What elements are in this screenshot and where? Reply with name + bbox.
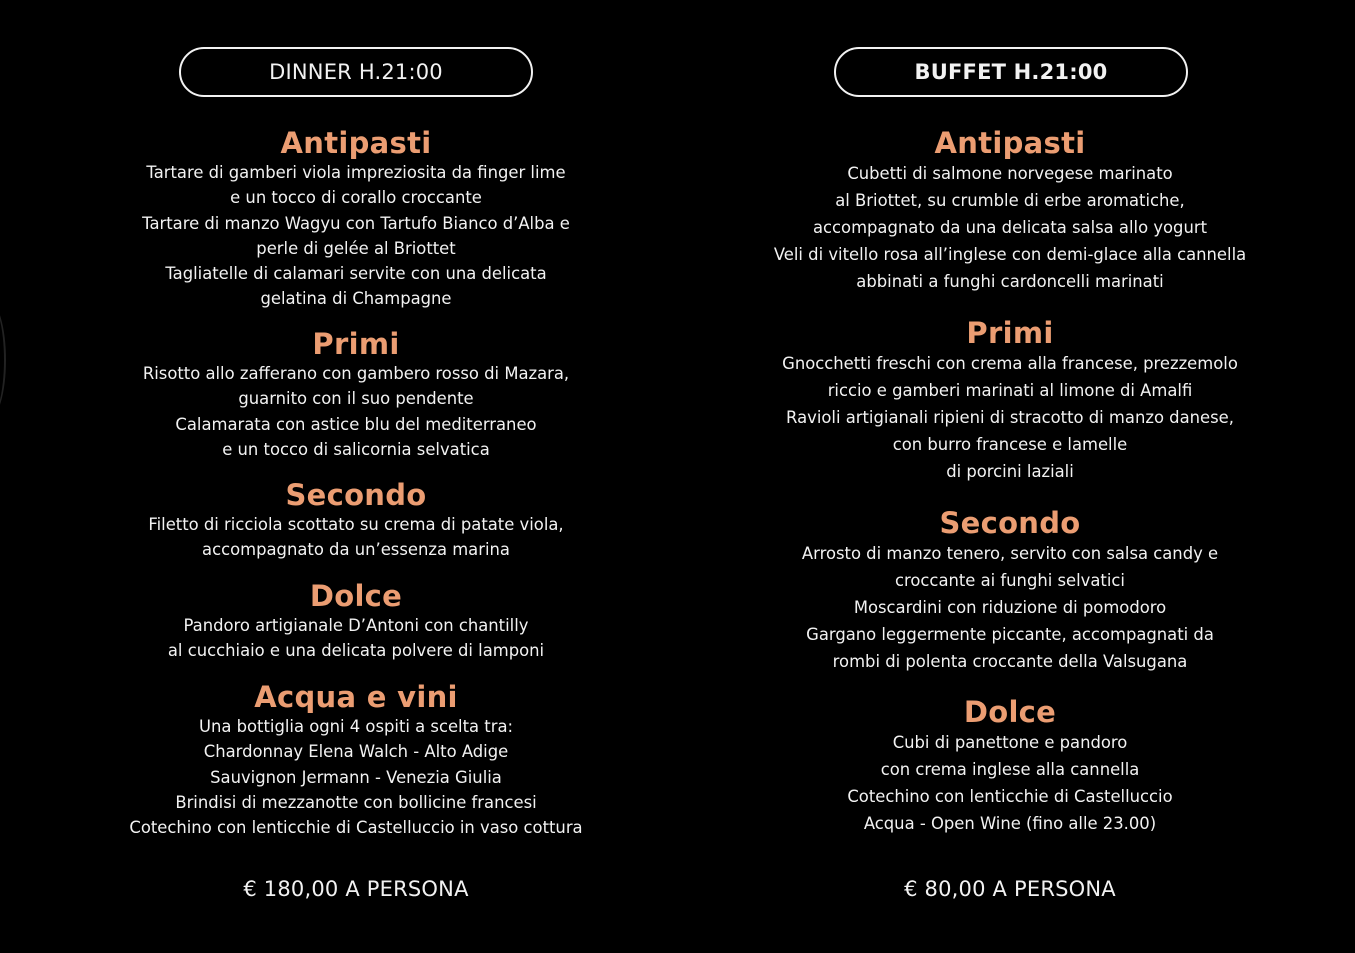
buffet-antipasti-line: al Briottet, su crumble di erbe aromatiche,	[835, 191, 1185, 210]
buffet-antipasti-line: Cubetti di salmone norvegese marinato	[847, 164, 1173, 183]
buffet-secondo-line: croccante ai funghi selvatici	[895, 571, 1125, 590]
buffet-primi-line: Ravioli artigianali ripieni di stracotto di manzo danese,	[786, 408, 1234, 427]
dinner-secondo-line: Filetto di ricciola scottato su crema di patate viola,	[148, 515, 564, 534]
dinner-antipasti-line: e un tocco di corallo croccante	[230, 188, 482, 208]
dinner-antipasti-line: Tagliatelle di calamari servite con una delicata	[165, 264, 547, 284]
dinner-price: € 180,00 A PERSONA	[243, 877, 469, 901]
buffet-primi-line: con burro francese e lamelle	[892, 435, 1128, 454]
dinner-vini-line: Cotechino con lenticchie di Castelluccio in vaso cottura	[129, 818, 583, 838]
dinner-vini-title: Acqua e vini	[254, 680, 458, 714]
buffet-secondo-section	[735, 506, 1285, 675]
buffet-secondo-title: Secondo	[939, 506, 1081, 540]
dinner-dolce-title: Dolce	[309, 579, 403, 613]
dinner-header-badge	[179, 47, 533, 97]
buffet-dolce-line: Cotechino con lenticchie di Castelluccio	[847, 787, 1173, 806]
buffet-header-label: BUFFET H.21:00	[914, 60, 1108, 84]
dinner-secondo-section	[80, 478, 632, 563]
dinner-dolce-line: al cucchiaio e una delicata polvere di lamponi	[167, 641, 545, 661]
dinner-header-label: DINNER H.21:00	[269, 60, 443, 84]
buffet-primi-line: di porcini laziali	[946, 462, 1074, 481]
buffet-antipasti-line: abbinati a funghi cardoncelli marinati	[856, 272, 1164, 291]
buffet-primi-line: Gnocchetti freschi con crema alla francese, prezzemolo	[782, 354, 1238, 373]
dinner-vini-line: Una bottiglia ogni 4 ospiti a scelta tra:	[198, 717, 514, 736]
buffet-dolce-section	[735, 695, 1285, 837]
dinner-vini-section	[80, 680, 632, 840]
buffet-dolce-line: Acqua - Open Wine (fino alle 23.00)	[863, 814, 1157, 833]
buffet-secondo-line: rombi di polenta croccante della Valsugana	[832, 652, 1188, 671]
dinner-antipasti-line: perle di gelée al Briottet	[256, 238, 456, 258]
edge-decoration	[0, 300, 6, 420]
buffet-antipasti-line: accompagnato da una delicata salsa allo yogurt	[812, 218, 1208, 237]
buffet-antipasti-line: Veli di vitello rosa all’inglese con demi-glace alla cannella	[773, 245, 1247, 264]
dinner-secondo-line: accompagnato da un’essenza marina	[202, 540, 510, 560]
dinner-antipasti-line: Tartare di manzo Wagyu con Tartufo Bianco d’Alba e	[142, 213, 570, 233]
buffet-price: € 80,00 A PERSONA	[904, 877, 1116, 901]
dinner-primi-title: Primi	[312, 327, 400, 361]
dinner-primi-line: Calamarata con astice blu del mediterraneo	[175, 414, 537, 434]
buffet-antipasti-title: Antipasti	[934, 126, 1086, 160]
dinner-primi-line: guarnito con il suo pendente	[238, 389, 474, 409]
dinner-vini-line: Sauvignon Jermann - Venezia Giulia	[210, 767, 502, 787]
dinner-antipasti-section	[80, 126, 632, 312]
buffet-header-badge	[834, 47, 1188, 97]
buffet-primi-section	[735, 316, 1285, 485]
dinner-antipasti-line: gelatina di Champagne	[260, 289, 452, 309]
buffet-dolce-line: con crema inglese alla cannella	[880, 760, 1140, 779]
buffet-primi-line: riccio e gamberi marinati al limone di Amalfi	[827, 381, 1193, 400]
dinner-vini-line: Brindisi di mezzanotte con bollicine francesi	[175, 792, 537, 812]
buffet-secondo-line: Moscardini con riduzione di pomodoro	[853, 598, 1167, 617]
dinner-primi-line: e un tocco di salicornia selvatica	[222, 439, 490, 459]
buffet-antipasti-section	[735, 126, 1285, 295]
dinner-dolce-section	[80, 579, 632, 664]
buffet-secondo-line: Gargano leggermente piccante, accompagnati da	[806, 625, 1214, 644]
buffet-dolce-title: Dolce	[963, 695, 1057, 729]
dinner-primi-section	[80, 327, 632, 462]
dinner-vini-line: Chardonnay Elena Walch - Alto Adige	[203, 742, 509, 762]
buffet-secondo-line: Arrosto di manzo tenero, servito con salsa candy e	[801, 544, 1219, 563]
buffet-primi-title: Primi	[966, 316, 1054, 350]
dinner-antipasti-title: Antipasti	[280, 126, 432, 160]
dinner-dolce-line: Pandoro artigianale D’Antoni con chantilly	[183, 616, 529, 635]
dinner-secondo-title: Secondo	[285, 478, 427, 512]
buffet-dolce-line: Cubi di panettone e pandoro	[892, 733, 1128, 752]
dinner-antipasti-line: Tartare di gamberi viola impreziosita da finger lime	[146, 163, 566, 182]
dinner-primi-line: Risotto allo zafferano con gambero rosso di Mazara,	[142, 364, 570, 383]
